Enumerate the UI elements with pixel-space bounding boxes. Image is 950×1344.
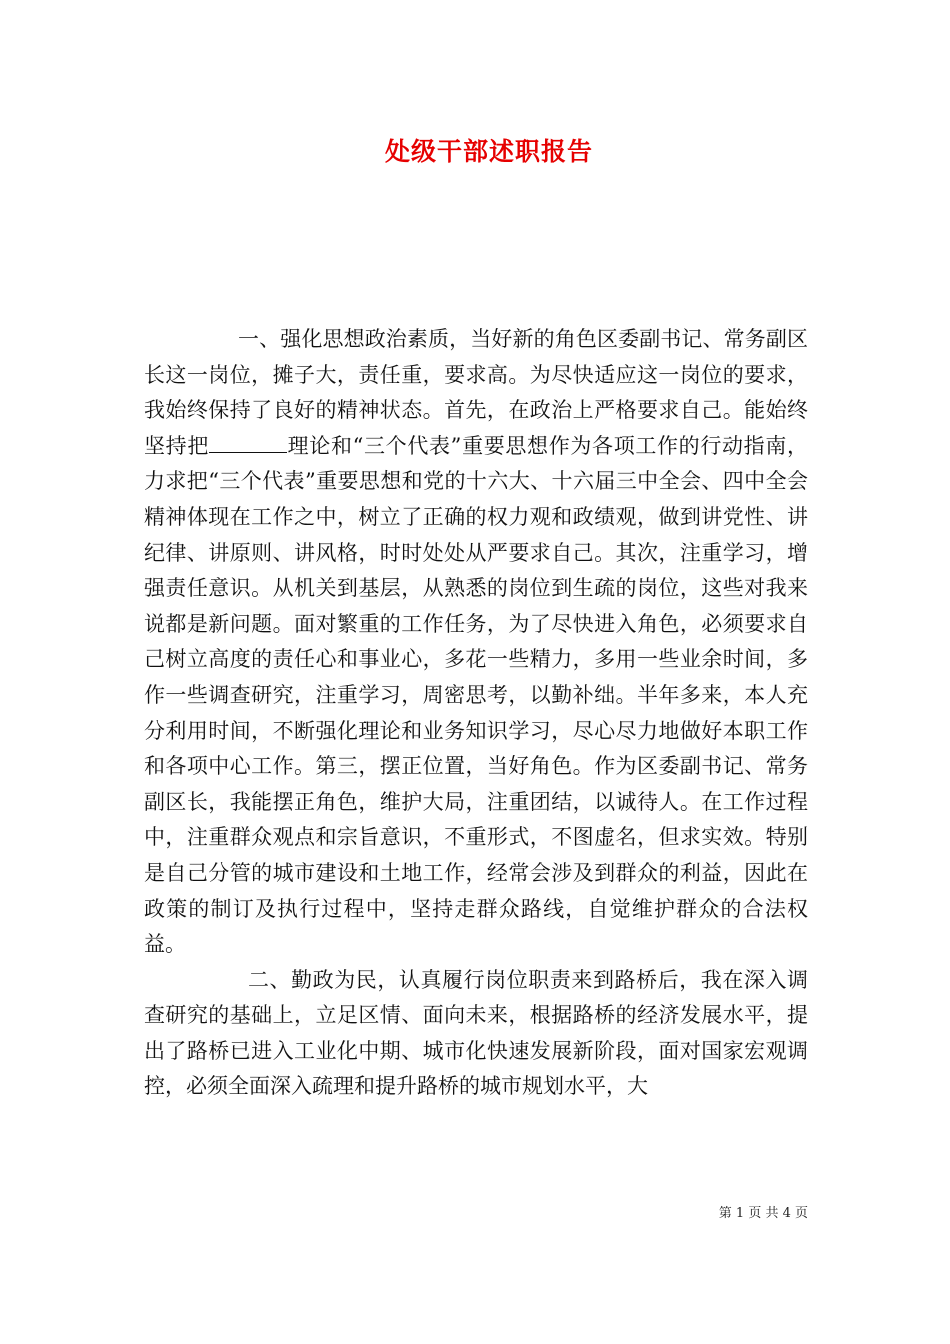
document-body [144,322,808,1105]
page-number-footer: 第 1 页 共 4 页 [718,1206,808,1221]
document-title: 处级干部述职报告 [384,137,593,166]
paragraph-1 [144,322,808,963]
fill-in-blank [209,434,287,453]
paragraph-1-text-before-blank: 一、强化思想政治素质，当好新的角色区委副书记、常务副区长这一岗位，摊子大，责任重，要求高。为尽快适应这一岗位的要求，我始终保持了良好的精神状态。首先，在政治上严格要求自己。能始终坚持把 [144,327,808,458]
paragraph-1-text-after-blank: 理论和“三个代表”重要思想作为各项工作的行动指南，力求把“三个代表”重要思想和党的十六大、十六届三中全会、四中全会精神体现在工作之中，树立了正确的权力观和政绩观，做到讲党性、讲纪律、讲原则、讲风格，时时处处从严要求自己。其次，注重学习，增强责任意识。从机关到基层，从熟悉的岗位到生疏的岗位，这些对我来说都是新问题。面对繁重的工作任务，为了尽快进入角色，必须要求自己树立高度的责任心和事业心，多花一些精力，多用一些业余时间，多作一些调查研究，注重学习，周密思考，以勤补绌。半年多来，本人充分利用时间，不断强化理论和业务知识学习，尽心尽力地做好本职工作和各项中心工作。第三，摆正位置，当好角色。作为区委副书记、常务副区长，我能摆正角色，维护大局，注重团结，以诚待人。在工作过程中，注重群众观点和宗旨意识，不重形式，不图虚名，但求实效。特别是自己分管的城市建设和土地工作，经常会涉及到群众的利益，因此在政策的制订及执行过程中，坚持走群众路线，自觉维护群众的合法权益。 [144,433,808,957]
paragraph-2: 二、勤政为民，认真履行岗位职责来到路桥后，我在深入调查研究的基础上，立足区情、面向未来，根据路桥的经济发展水平，提出了路桥已进入工业化中期、城市化快速发展新阶段，面对国家宏观调控，必须全面深入疏理和提升路桥的城市规划水平，大 [144,967,808,1099]
